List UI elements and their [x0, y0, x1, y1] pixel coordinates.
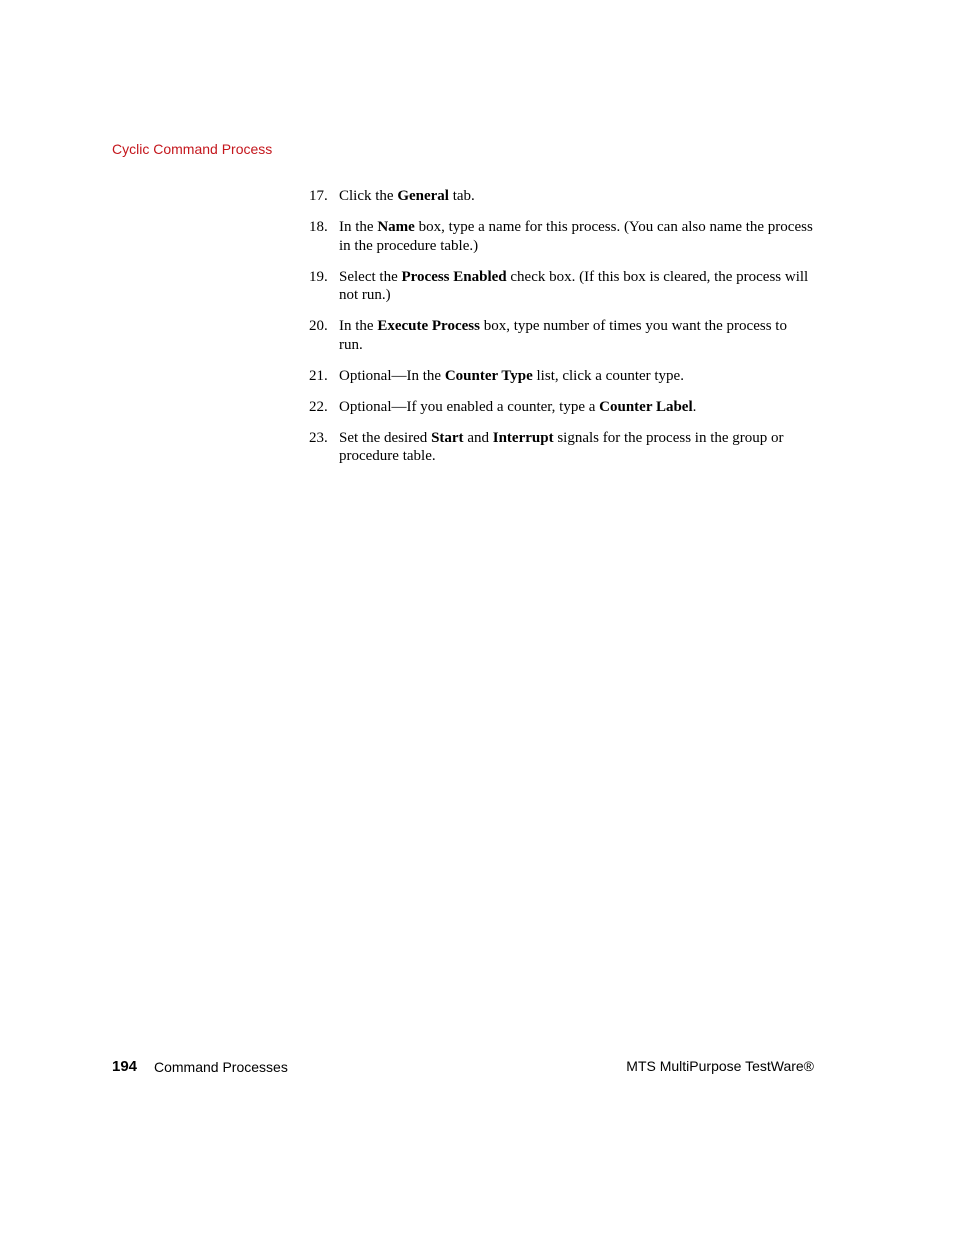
page-number: 194 — [112, 1058, 138, 1075]
step-text-fragment: Optional—In the — [339, 367, 445, 384]
step-text — [339, 269, 808, 304]
step-ui-term: Process Enabled — [401, 268, 507, 285]
step-text — [339, 368, 684, 384]
procedure-step — [309, 218, 814, 255]
step-text-fragment: Select the — [339, 268, 402, 285]
step-text-fragment: and — [463, 429, 493, 446]
procedure-step — [309, 317, 814, 354]
step-text-fragment: tab. — [448, 188, 475, 204]
step-text-fragment: . — [692, 398, 697, 415]
step-ui-term: Name — [377, 219, 415, 235]
chapter-title: Command Processes — [154, 1059, 288, 1075]
procedure-step — [309, 268, 814, 305]
step-text-fragment: Set the desired — [339, 429, 432, 446]
step-text-fragment: Optional—If you enabled a counter, type a — [339, 398, 600, 415]
step-number: 19. — [309, 268, 328, 285]
step-number: 20. — [309, 318, 328, 334]
step-text-fragment: list, click a counter type. — [532, 367, 684, 384]
step-number: 22. — [309, 398, 328, 415]
step-text-fragment: check box. (If this box is cleared, the process will not run.) — [339, 268, 809, 303]
running-section-header: Cyclic Command Process — [112, 141, 273, 157]
step-ui-term: Counter Type — [444, 367, 533, 384]
step-text — [339, 318, 787, 353]
step-ui-term: Interrupt — [492, 429, 554, 446]
procedure-step — [309, 187, 814, 206]
step-text-fragment: box, type a name for this process. (You can also name the process in the procedure table.) — [339, 219, 813, 254]
step-number: 23. — [309, 429, 328, 446]
step-ui-term: Execute Process — [377, 318, 480, 334]
step-number: 21. — [309, 367, 328, 384]
step-text — [339, 430, 784, 465]
step-text-fragment: In the — [339, 219, 378, 235]
procedure-step — [309, 398, 814, 417]
procedure-step — [309, 429, 814, 466]
procedure-steps-list — [309, 187, 814, 478]
step-text-fragment: Click the — [339, 188, 398, 204]
step-ui-term: General — [397, 188, 449, 204]
product-name: MTS MultiPurpose TestWare® — [626, 1058, 814, 1074]
step-ui-term: Start — [431, 429, 464, 446]
step-number: 17. — [309, 188, 328, 204]
step-number: 18. — [309, 219, 328, 235]
step-text-fragment: signals for the process in the group or procedure table. — [339, 429, 784, 464]
step-text — [339, 399, 696, 415]
step-text-fragment: box, type number of times you want the process to run. — [339, 318, 787, 353]
step-ui-term: Counter Label — [599, 398, 693, 415]
page-footer — [112, 1056, 814, 1078]
step-text-fragment: In the — [339, 318, 378, 334]
step-text — [339, 188, 475, 204]
procedure-step — [309, 367, 814, 386]
step-text — [339, 219, 813, 254]
